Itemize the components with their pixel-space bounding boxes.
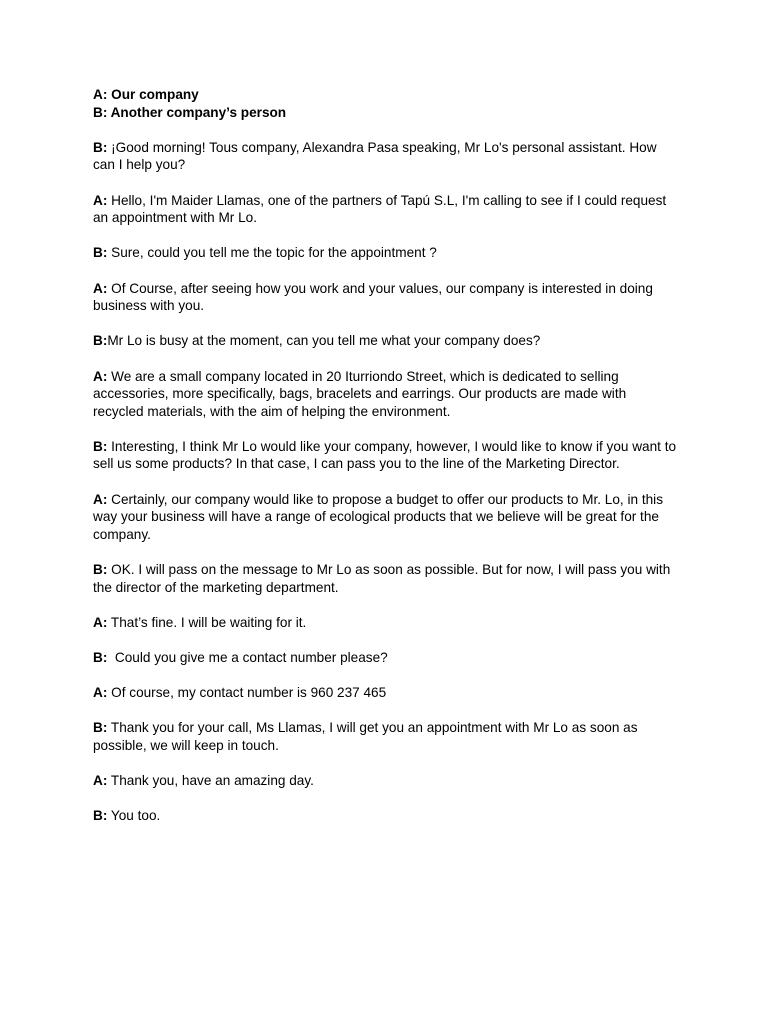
dialogue-turn [93,649,678,667]
speaker-label: B: [93,139,108,155]
utterance-text: Certainly, our company would like to propose a budget to offer our products to Mr. Lo, in this way your business will have a range of ecological products that we believe will be great for the company. [93,491,663,542]
speaker-label: A: [93,685,108,701]
utterance-text: Thank you, have an amazing day. [110,773,314,789]
speaker-label: A: [93,368,108,384]
speaker-label: A: [93,773,108,789]
document-page [93,86,678,825]
dialogue-turn [93,438,678,473]
dialogue-turn [93,772,678,790]
dialogue-turn [93,614,678,632]
dialogue-turn [93,719,678,754]
utterance-text: Mr Lo is busy at the moment, can you tell me what your company does? [107,333,541,349]
speaker-label: A: [93,280,108,296]
utterance-text: That’s fine. I will be waiting for it. [110,614,307,630]
speaker-label: A: [93,491,108,507]
speaker-separator [107,650,115,665]
speaker-label: B: [93,720,108,736]
dialogue-turn [93,491,678,544]
dialogue-turn [93,192,678,227]
utterance-text: Of course, my contact number is 960 237 465 [111,685,387,701]
dialogue-turn [93,280,678,315]
speaker-label: B: [93,808,108,824]
dialogue-turn [93,368,678,421]
utterance-text: Thank you for your call, Ms Llamas, I will get you an appointment with Mr Lo as soon as possible, we will keep in touch. [93,720,638,753]
utterance-text: Could you give me a contact number please? [114,650,388,665]
dialogue-turn [93,139,678,174]
utterance-text: Of Course, after seeing how you work and your values, our company is interested in doing business with you. [93,280,653,314]
utterance-text: Sure, could you tell me the topic for the appointment ? [111,245,437,261]
speaker-legend [93,86,678,121]
speaker-label: B: [93,333,108,349]
utterance-text: We are a small company located in 20 Iturriondo Street, which is dedicated to selling accessories, more specifically, bags, bracelets and earrings. Our products are made with recycled materials, with the aim of helping the environment. [93,368,627,419]
utterance-text: You too. [110,808,161,824]
speaker-label: A: [93,614,108,630]
speaker-label: B: [93,438,108,454]
speaker-label: A: [93,192,108,208]
legend-line-a: A: Our company [93,87,199,102]
legend-line-b: B: Another company’s person [93,104,287,120]
utterance-text: ¡Good morning! Tous company, Alexandra Pasa speaking, Mr Lo's personal assistant. How can I help you? [93,139,657,173]
dialogue-turn [93,244,678,262]
speaker-label: B: [93,245,108,261]
dialogue [93,139,678,825]
speaker-label: B: [93,562,108,578]
speaker-label: B: [93,650,108,665]
dialogue-turn [93,684,678,702]
dialogue-turn [93,561,678,596]
utterance-text: OK. I will pass on the message to Mr Lo as soon as possible. But for now, I will pass you with the director of the marketing department. [93,562,671,595]
dialogue-turn [93,332,678,350]
dialogue-turn [93,807,678,825]
utterance-text: Interesting, I think Mr Lo would like your company, however, I would like to know if you want to sell us some products? In that case, I can pass you to the line of the Marketing Director. [93,438,677,472]
utterance-text: Hello, I'm Maider Llamas, one of the partners of Tapú S.L, I'm calling to see if I could request an appointment with Mr Lo. [93,192,667,226]
